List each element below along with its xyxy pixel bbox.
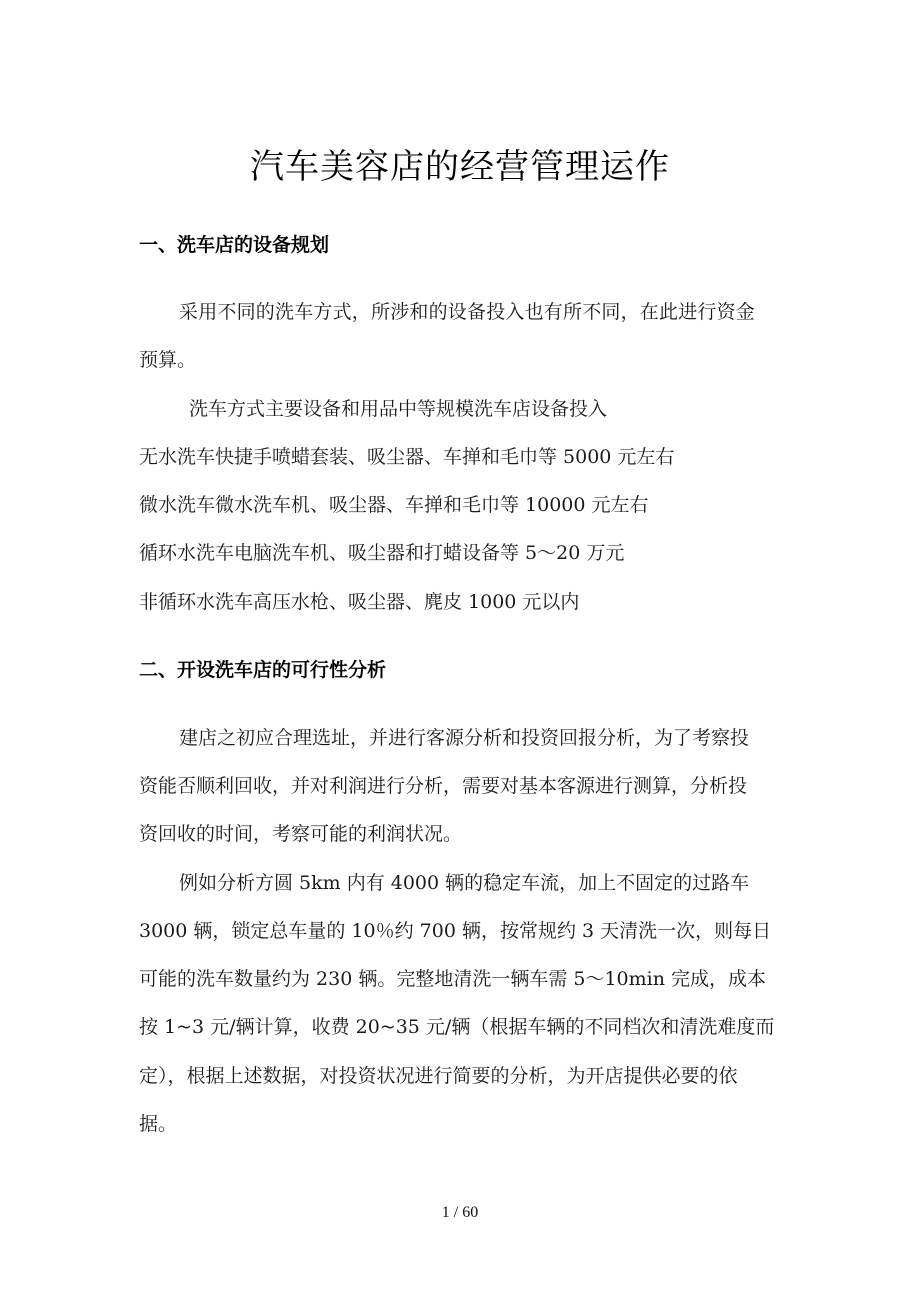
paragraph-line: 采用不同的洗车方式，所涉和的设备投入也有所不同，在此进行资金 [179,301,756,323]
paragraph-line: 据。 [139,1113,178,1135]
page-number: 1 / 60 [441,1204,479,1221]
equipment-table-row: 微水洗车微水洗车机、吸尘器、车掸和毛巾等 10000 元左右 [139,494,649,516]
paragraph-line: 3000 辆，锁定总车量的 10％约 700 辆，按常规约 3 天清洗一次，则每日 [139,920,772,942]
section-heading-feasibility-analysis: 二、开设洗车店的可行性分析 [139,659,387,681]
equipment-table-header: 洗车方式主要设备和用品中等规模洗车店设备投入 [189,398,608,420]
paragraph-line: 可能的洗车数量约为 230 辆。完整地清洗一辆车需 5～10min 完成，成本 [139,968,767,990]
paragraph-line: 例如分析方圆 5km 内有 4000 辆的稳定车流，加上不固定的过路车 [179,872,750,894]
paragraph-line: 预算。 [139,349,197,371]
document-title: 汽车美容店的经营管理运作 [250,147,670,187]
paragraph-line: 资能否顺利回收，并对利润进行分析，需要对基本客源进行测算，分析投 [139,775,748,797]
paragraph-line: 定），根据上述数据，对投资状况进行简要的分析，为开店提供必要的依 [139,1065,738,1087]
paragraph-line: 资回收的时间，考察可能的利润状况。 [139,823,463,845]
section-heading-equipment-planning: 一、洗车店的设备规划 [139,234,330,256]
paragraph-line: 建店之初应合理选址，并进行客源分析和投资回报分析，为了考察投 [179,727,750,749]
equipment-table-row: 非循环水洗车高压水枪、吸尘器、麂皮 1000 元以内 [139,591,580,613]
equipment-table-row: 无水洗车快捷手喷蜡套装、吸尘器、车掸和毛巾等 5000 元左右 [139,446,675,468]
equipment-table-row: 循环水洗车电脑洗车机、吸尘器和打蜡设备等 5～20 万元 [139,542,625,564]
paragraph-line: 按 1~3 元/辆计算，收费 20~35 元/辆（根据车辆的不同档次和清洗难度而 [139,1016,775,1038]
